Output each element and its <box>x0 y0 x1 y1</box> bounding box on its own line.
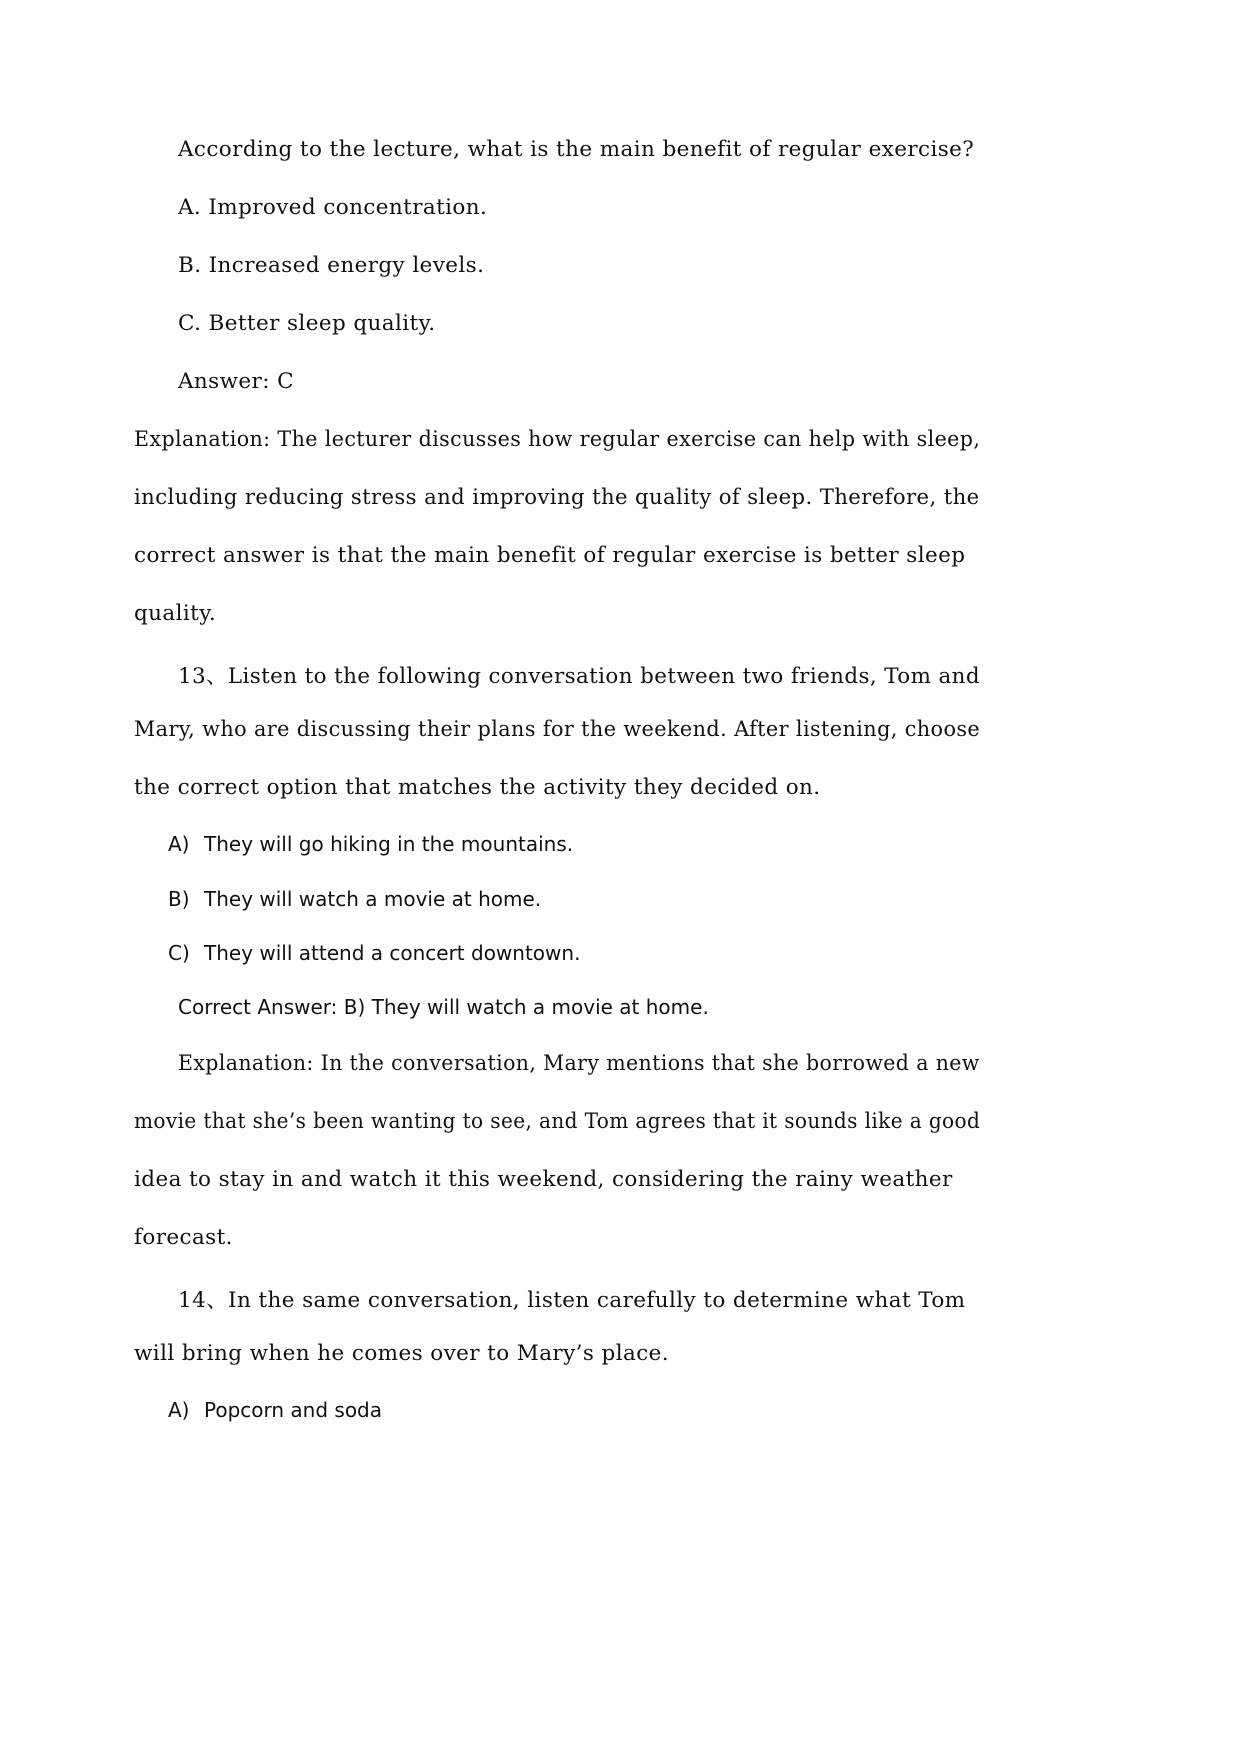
option-a: A. Improved concentration. <box>178 195 488 220</box>
explanation-line: movie that she’s been wanting to see, and Tom agrees that it sounds like a good <box>134 1109 981 1134</box>
option-c: C. Better sleep quality. <box>178 311 436 336</box>
explanation-line: idea to stay in and watch it this weekend, considering the rainy weather <box>134 1167 953 1192</box>
explanation-line: including reducing stress and improving the quality of sleep. Therefore, the <box>134 485 980 510</box>
question-14-line: 14、In the same conversation, listen carefully to determine what Tom <box>178 1288 966 1313</box>
explanation-line: quality. <box>134 601 217 626</box>
question-13-line: the correct option that matches the activity they decided on. <box>134 775 821 800</box>
question-text: According to the lecture, what is the main benefit of regular exercise? <box>178 137 975 162</box>
option-letter: C) <box>168 941 190 965</box>
option-a <box>168 1398 382 1422</box>
option-text: Popcorn and soda <box>204 1398 383 1422</box>
option-a <box>168 832 573 856</box>
explanation-line: correct answer is that the main benefit of regular exercise is better sleep <box>134 543 966 568</box>
explanation-line: forecast. <box>134 1225 233 1250</box>
option-b <box>168 887 541 911</box>
question-13-line: 13、Listen to the following conversation between two friends, Tom and <box>178 664 980 689</box>
question-14-line: will bring when he comes over to Mary’s place. <box>134 1341 670 1366</box>
option-text: They will watch a movie at home. <box>204 887 542 911</box>
answer-line: Answer: C <box>178 369 294 394</box>
correct-answer-line: Correct Answer: B) They will watch a movie at home. <box>178 995 709 1019</box>
explanation-line: Explanation: The lecturer discusses how regular exercise can help with sleep, <box>134 427 981 452</box>
option-c <box>168 941 580 965</box>
option-letter: A) <box>168 832 190 856</box>
explanation-line: Explanation: In the conversation, Mary mentions that she borrowed a new <box>178 1051 980 1076</box>
option-text: They will go hiking in the mountains. <box>204 832 574 856</box>
question-13-line: Mary, who are discussing their plans for the weekend. After listening, choose <box>134 717 981 742</box>
option-b: B. Increased energy levels. <box>178 253 485 278</box>
option-letter: B) <box>168 887 190 911</box>
option-letter: A) <box>168 1398 190 1422</box>
option-text: They will attend a concert downtown. <box>204 941 581 965</box>
